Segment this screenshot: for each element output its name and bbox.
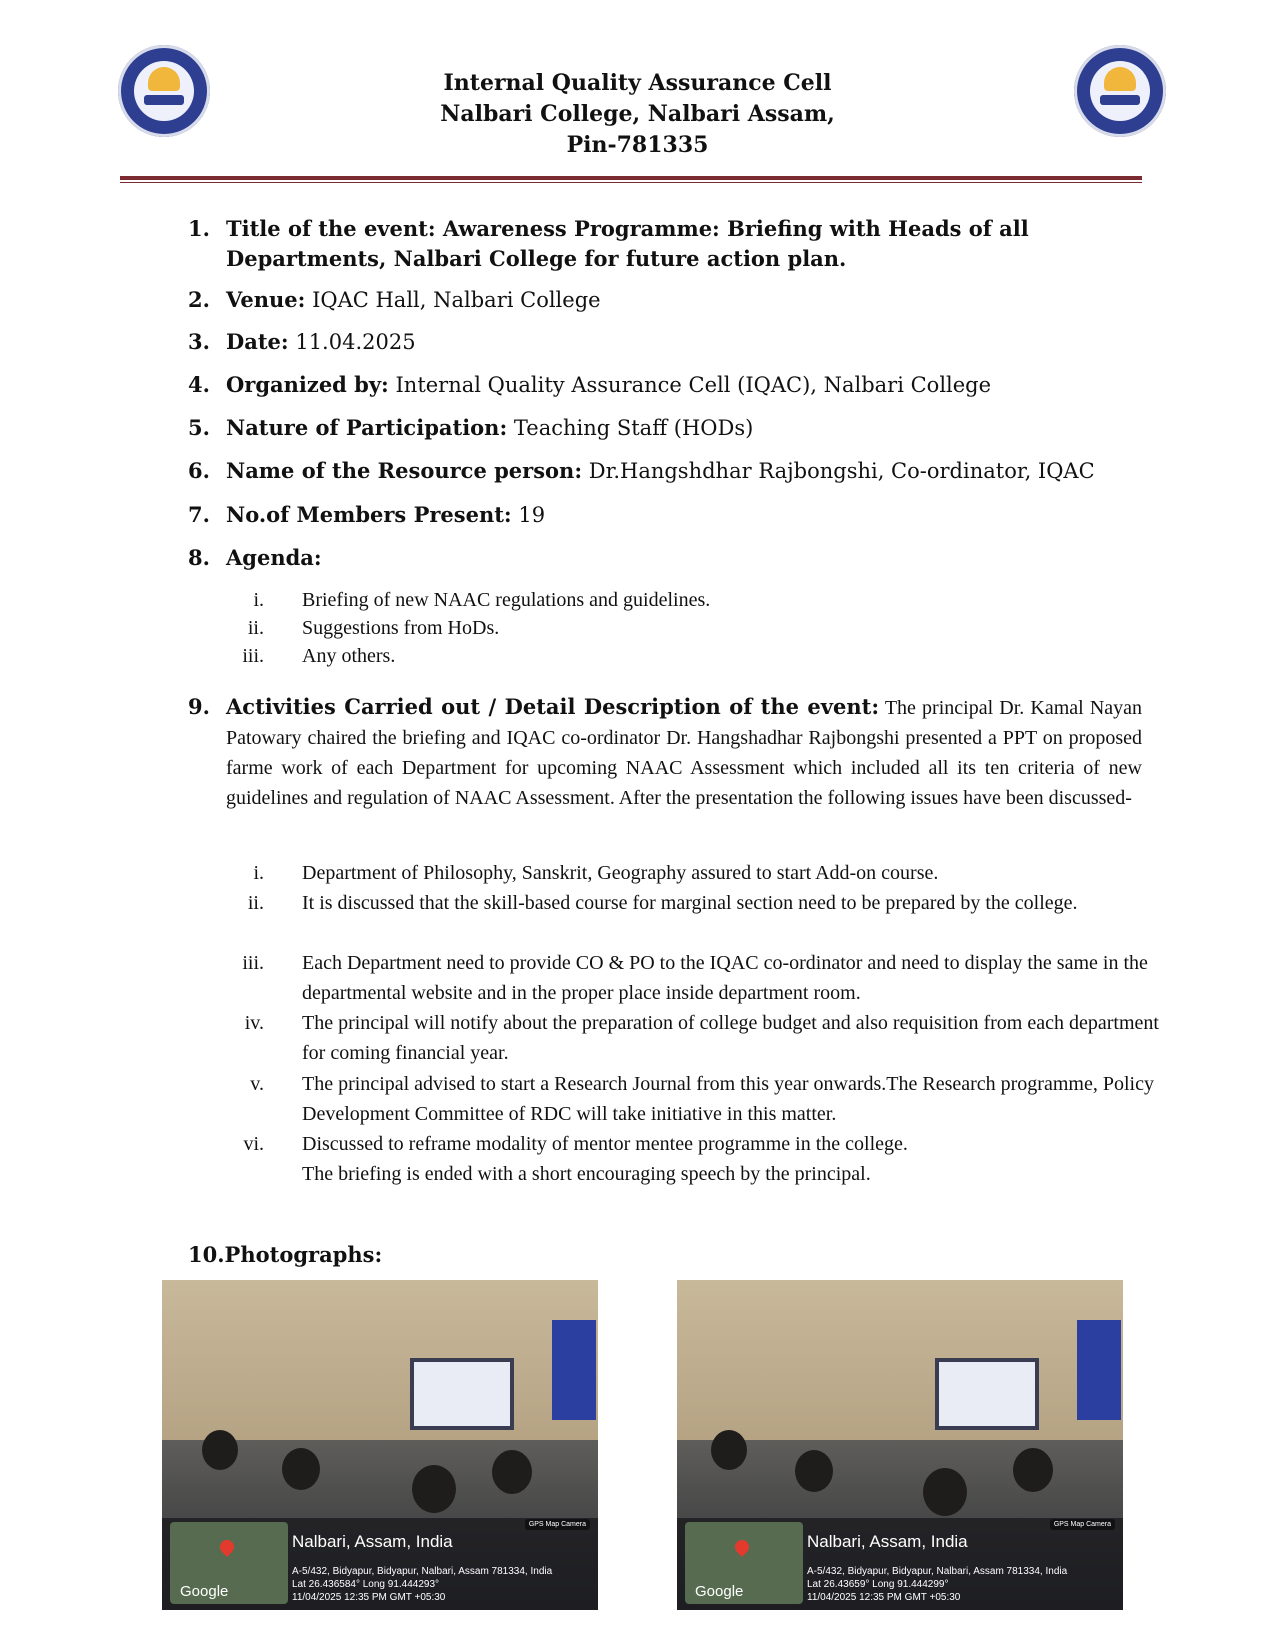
item-number: 6. <box>188 458 210 483</box>
item-number: 5. <box>188 415 210 440</box>
item-value: IQAC Hall, Nalbari College <box>312 288 601 312</box>
gps-camera-label: GPS Map Camera <box>1050 1519 1115 1530</box>
item-participation <box>188 413 754 443</box>
item-label: Venue: <box>226 287 306 312</box>
item-label: Date: <box>226 329 289 354</box>
google-logo: Google <box>180 1583 229 1600</box>
header-rule-thin <box>120 182 1142 183</box>
item-label: Agenda: <box>226 545 322 570</box>
photo-location-title: Nalbari, Assam, India <box>807 1532 968 1551</box>
item-title <box>188 214 1029 271</box>
item-resource-person <box>188 456 1095 486</box>
item-number: 8. <box>188 545 210 570</box>
item-label: Organized by: <box>226 372 389 397</box>
gps-camera-label: GPS Map Camera <box>525 1519 590 1530</box>
item-number: 1. <box>188 216 210 241</box>
header-line-1: Internal Quality Assurance Cell <box>443 70 832 96</box>
item-value: 11.04.2025 <box>295 330 416 354</box>
item-activities-number <box>188 692 226 722</box>
item-value: Dr.Hangshdhar Rajbongshi, Co-ordinator, IQAC <box>588 459 1095 483</box>
item-label: Name of the Resource person: <box>226 458 583 483</box>
google-logo: Google <box>695 1583 744 1600</box>
photo-details: A-5/432, Bidyapur, Bidyapur, Nalbari, Assam 781334, India Lat 26.436584° Long 91.444293° 11/04/2025 12:35 PM GMT +05:30 <box>292 1566 553 1603</box>
item-label: Activities Carried out / Detail Description of the event: <box>226 694 880 719</box>
item-value: The principal Dr. Kamal Nayan Patowary chaired the briefing and IQAC co-ordinator Dr. Hangshadhar Rajbongshi presented a PPT on proposed farme work of each Department for upcoming NAAC Assessment which included all its ten criteria of new guidelines and regulation of NAAC Assessment. After the presentation the following issues have been discussed- <box>226 697 1143 809</box>
header-line-2: Nalbari College, Nalbari Assam, <box>440 101 835 127</box>
item-agenda <box>188 543 322 573</box>
document-header <box>0 68 1275 161</box>
photo-details: A-5/432, Bidyapur, Bidyapur, Nalbari, Assam 781334, India Lat 26.43659° Long 91.444299° 11/04/2025 12:35 PM GMT +05:30 <box>807 1566 1068 1603</box>
item-value: Teaching Staff (HODs) <box>513 416 754 440</box>
item-value: 19 <box>518 503 546 527</box>
item-date <box>188 327 416 357</box>
item-number: 9. <box>188 694 210 719</box>
item-photographs <box>188 1240 382 1270</box>
item-members-present <box>188 500 546 530</box>
item-label: No.of Members Present: <box>226 502 512 527</box>
event-photo-1 <box>162 1280 598 1610</box>
item-value: Internal Quality Assurance Cell (IQAC), Nalbari College <box>395 373 992 397</box>
item-venue <box>188 285 601 315</box>
item-number: 3. <box>188 329 210 354</box>
item-label: Photographs: <box>224 1242 383 1267</box>
item-number: 7. <box>188 502 210 527</box>
item-number: 2. <box>188 287 210 312</box>
item-number: 4. <box>188 372 210 397</box>
event-photo-2 <box>677 1280 1123 1610</box>
photo-location-title: Nalbari, Assam, India <box>292 1532 453 1551</box>
activities-description <box>226 692 1142 813</box>
item-label: Nature of Participation: <box>226 415 508 440</box>
item-organized-by <box>188 370 992 400</box>
item-label: Title of the event: Awareness Programme: Briefing with Heads of all Departments, Nalbari College for future action plan. <box>226 216 1029 271</box>
item-number: 10. <box>188 1242 225 1267</box>
header-rule <box>120 176 1142 180</box>
header-line-3: Pin-781335 <box>566 132 709 158</box>
